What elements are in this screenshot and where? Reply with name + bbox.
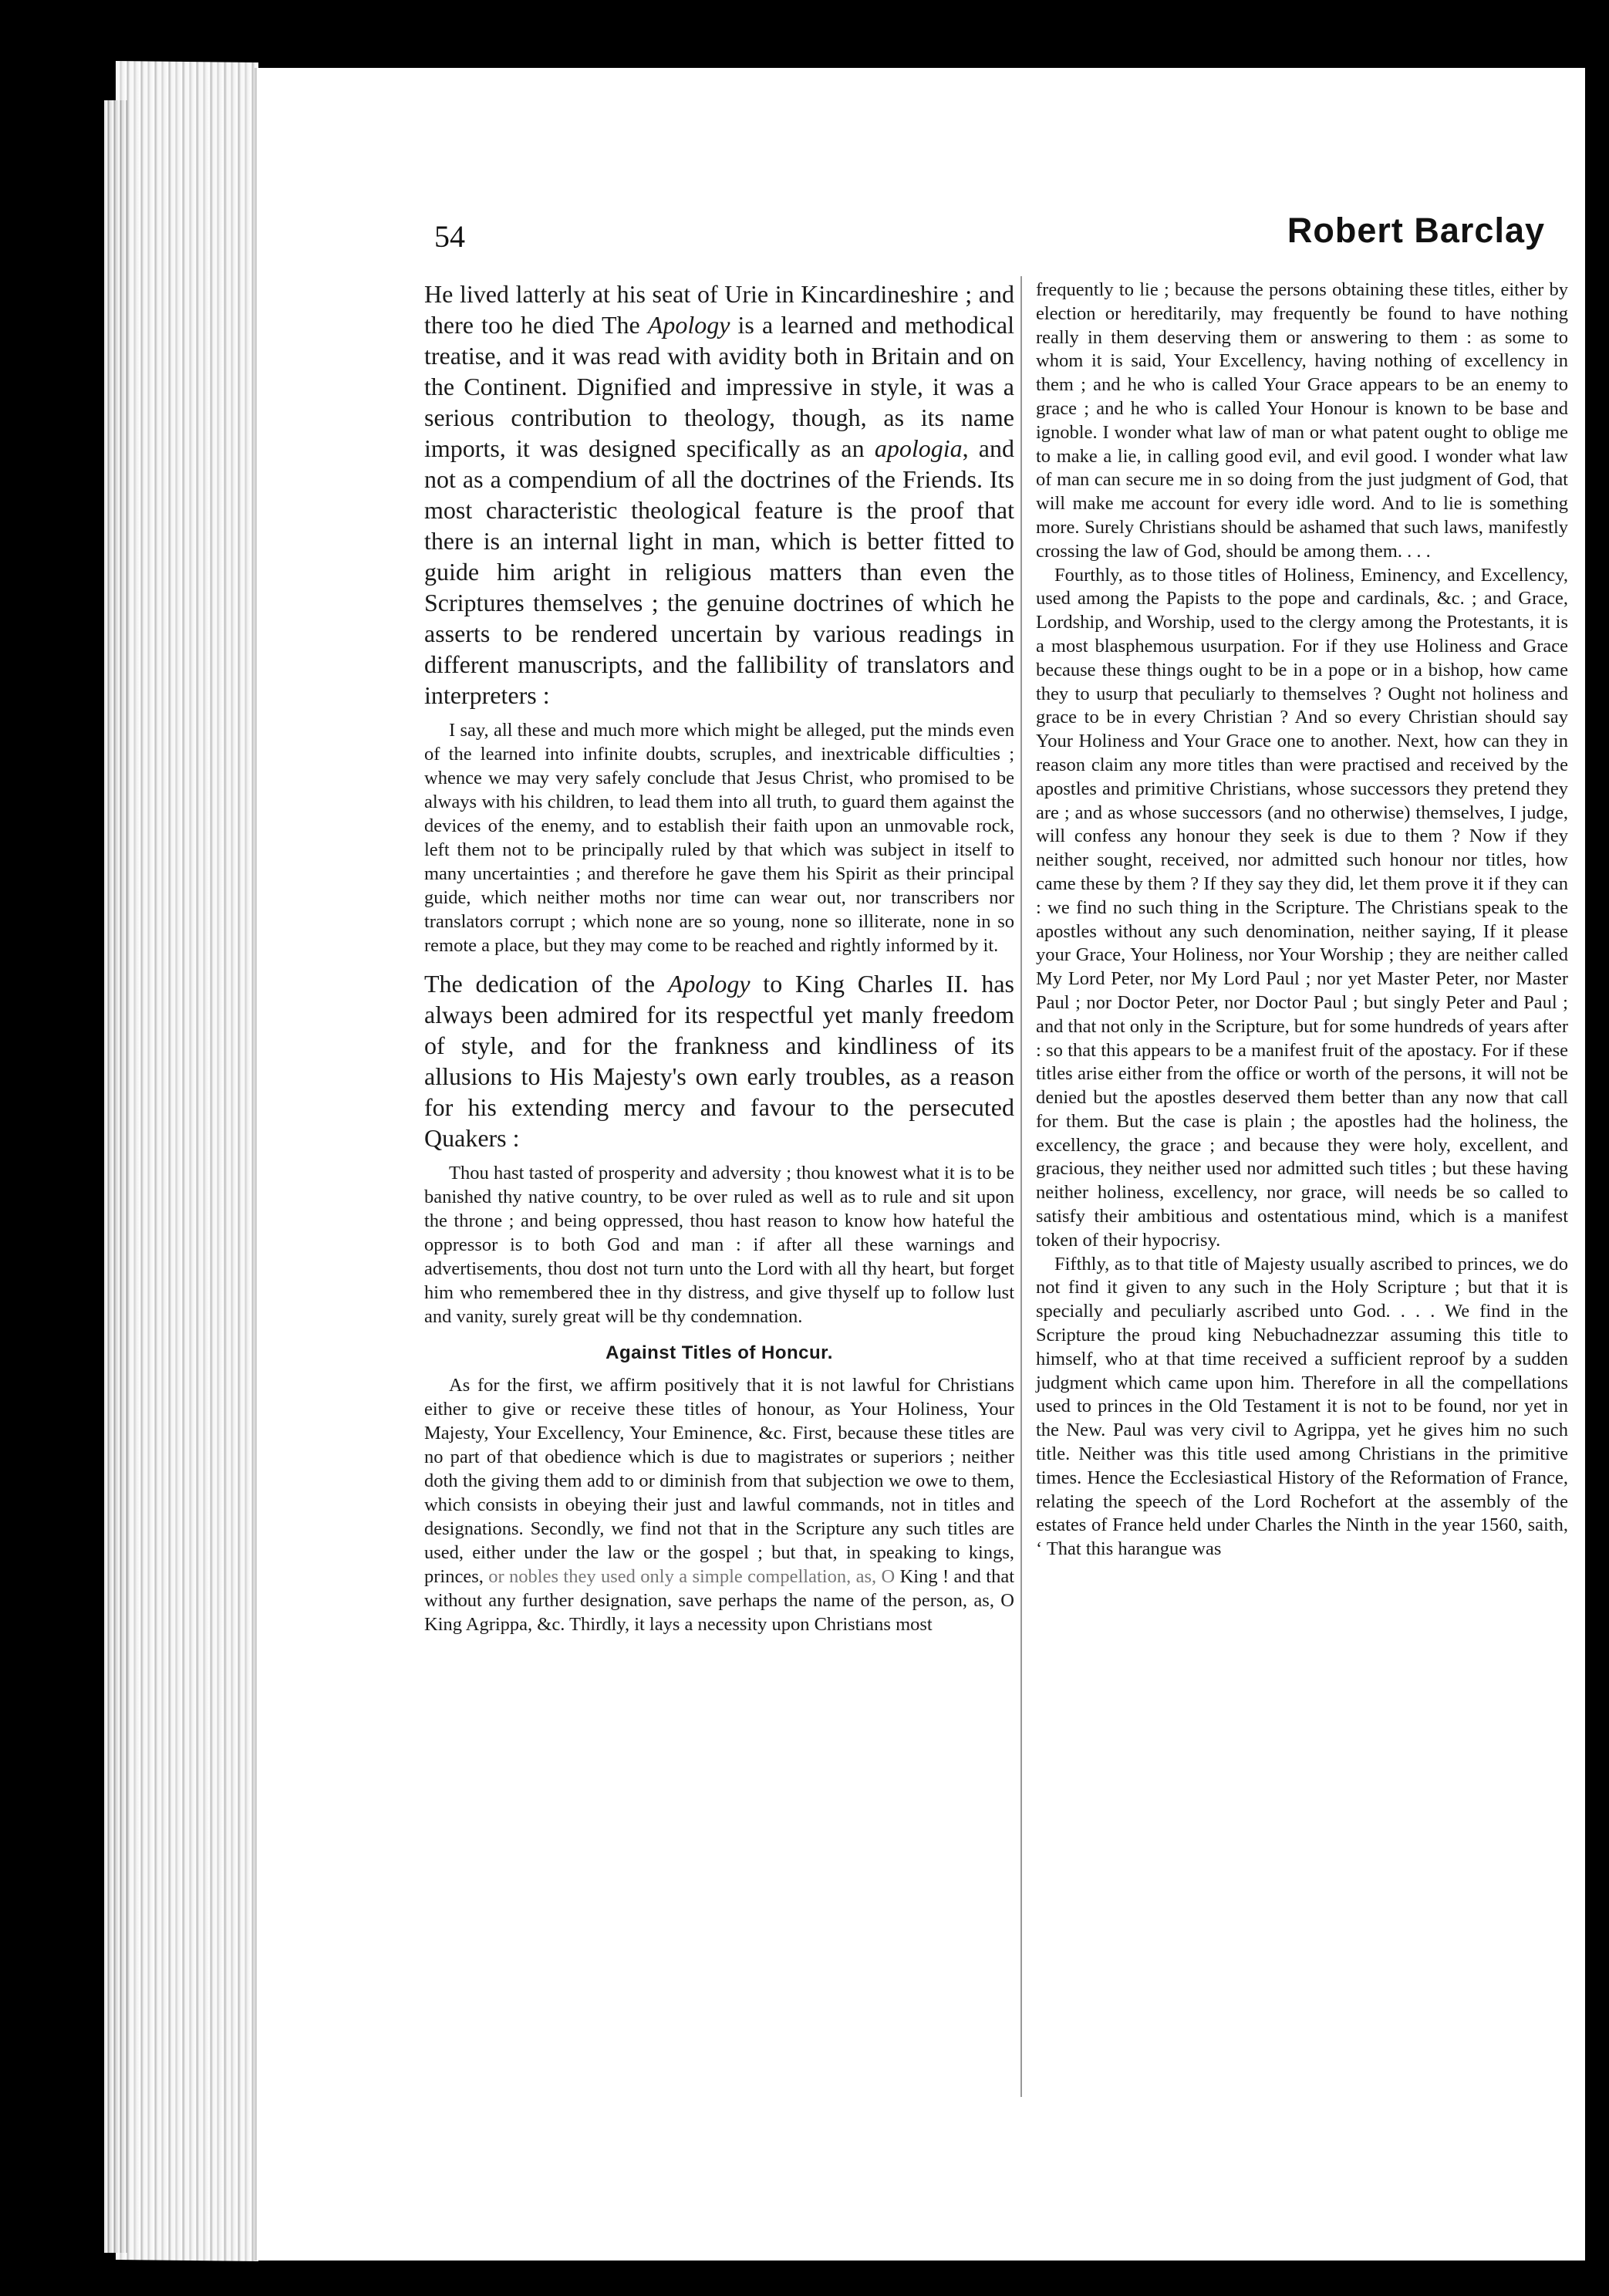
paragraph-fourthly: Fourthly, as to those titles of Holiness, Eminency, and Excellency, used among the Papists to the pope and cardinals, &c. ; and Grace, Lordship, and Worship, used to the clergy among the Protestants, it is a most blasphemous usurpation. For if they use Holiness and Grace because these things ought to be in a pope or in a bishop, how came they to usurp that peculiarly to themselves ? Ought not holiness and grace to be in every Christian ? And so every Christian should say Your Holiness and Your Grace one to another. Next, how can they in reason claim any more titles than were practised and received by the apostles and primitive Christians, whose successors they pretend they are ; and as whose successors (and no otherwise) themselves, I judge, will confess any honour they seek is due to them ? Now if they neither sought, received, nor admitted such honour nor titles, how came these by them ? If they say they did, let them prove it if they can : we find no such thing in the Scripture. The Christians speak to the apostles without any such denomination, neither saying, If it please your Grace, Your Holiness, nor Your Worship ; they are neither called My Lord Peter, nor My Lord Paul ; nor yet Master Peter, nor Master Paul ; nor Doctor Peter, nor Doctor Paul ; but singly Peter and Paul ; and that not only in the Scripture, but for some hundreds of years after : so that this appears to be a manifest fruit of the apostacy. For if these titles arise either from the office or worth of the persons, it will not be denied but the apostles deserved them better than any now that call for them. But the case is plain ; the apostles had the holiness, the excellency, the grace ; and because they were holy, excellent, and gracious, they neither used nor admitted such titles ; but these having neither holiness, excellency, nor grace, will needs be so called to satisfy their ambitious and ostentatious mind, which is a manifest token of their hypocrisy. <box>1036 564 1568 1251</box>
paragraph-urie: He lived latterly at his seat of Urie in Kincardineshire ; and there too he died The Apology is a learned and methodical treatise, and it was read with avidity both in Britain and on the Continent. Dignified and impressive in style, it was a serious contribution to theology, though, as its name imports, it was designed specifically as an apologia, and not as a compendium of all the doctrines of the Friends. Its most characteristic theological feature is the proof that there is an internal light in man, which is better fitted to guide him aright in religious matters than even the Scriptures themselves ; the genuine doctrines of which he asserts to be rendered uncertain by various readings in different manuscripts, and the fallibility of translators and interpreters : <box>424 280 1015 709</box>
page-edges-inner <box>104 100 127 2253</box>
title-apology-2: Apology <box>667 970 751 998</box>
page-number: 54 <box>434 219 465 254</box>
column-divider <box>1020 276 1022 2097</box>
term-apologia: apologia <box>874 434 963 462</box>
left-column <box>424 279 1014 1643</box>
quote-dedication: Thou hast tasted of prosperity and adversity ; thou knowest what it is to be banished thy native country, to be over ruled as well as to rule and sit upon the throne ; and being oppressed, thou hast reason to know how hateful the oppressor is to both God and man : if after all these warnings and advertisements, thou dost not turn unto the Lord with all thy heart, but forget him who remembered thee in thy distress, and give thyself up to follow lust and vanity, surely great will be thy condemnation. <box>424 1163 1014 1327</box>
quote-scripture: I say, all these and much more which might be alleged, put the minds even of the learned into infinite doubts, scruples, and inextricable difficulties ; whence we may very safely conclude that Jesus Christ, who promised to be always with his children, to lead them into all truth, to guard them against the devices of the enemy, and to establish their faith upon an unmovable rock, left them not to be principally ruled by that which was subject in itself to many uncertainties ; and therefore he gave them his Spirit as their principal guide, which neither moths nor time can wear out, nor transcribers nor translators corrupt ; which none are so young, none so illiterate, none in so remote a place, but they may come to be reached and rightly informed by it. <box>424 720 1014 956</box>
right-column <box>1036 279 1568 1562</box>
running-title: Robert Barclay <box>1287 211 1545 250</box>
paragraph-dedication: The dedication of the Apology to King Charles II. has always been admired for its respectful yet manly freedom of style, and for the frankness and kindliness of its allusions to His Majesty's own early troubles, as a reason for his extending mercy and favour to the persecuted Quakers : <box>424 970 1015 1152</box>
page-header <box>434 211 1545 265</box>
section-heading: Against Titles of Honcur. <box>605 1342 833 1363</box>
page-edges <box>116 61 258 2261</box>
paragraph-lie: frequently to lie ; because the persons obtaining these titles, either by election or hereditarily, may frequently be found to have nothing really in them deserving them or answering to them : as some to whom it is said, Your Excellency, having nothing of excellency in them ; and he who is called Your Grace appears to be an enemy to grace ; and he who is called Your Honour is known to be base and ignoble. I wonder what law of man or what patent ought to oblige me to make a lie, in calling good evil, and evil good. I wonder what law of man can secure me in so doing from the just judgment of God, that will make me account for every idle word. And to lie is something more. Surely Christians should be ashamed that such laws, manifestly crossing the law of God, should be among them. . . . <box>1036 279 1568 562</box>
paragraph-fifthly: Fifthly, as to that title of Majesty usually ascribed to princes, we do not find it given to any such in the Holy Scripture ; but that it is specially and peculiarly ascribed unto God. . . . We find in the Scripture the proud king Nebuchadnezzar assuming this title to himself, who at that time received a sufficient reproof by a sudden judgment which came upon him. Therefore in all the compellations used to princes in the Old Testament it is not to be found, nor yet in the New. Paul was very civil to Agrippa, yet he gives him no such title. Neither was this title used among Christians in the primitive times. Hence the Ecclesiastical History of the Reformation of France, relating the speech of the Lord Rochefort at the assembly of the estates of France held under Charles the Ninth in the year 1560, saith, ‘ That this harangue was <box>1036 1253 1568 1560</box>
book-page <box>255 68 1585 2261</box>
title-apology: Apology <box>647 311 730 339</box>
quote-titles-of-honour: As for the first, we affirm positively that it is not lawful for Christians either to give or receive these titles of honour, as Your Holiness, Your Majesty, Your Excellency, Your Eminence, &c. First, because these titles are no part of that obedience which is due to magistrates or superiors ; neither doth the giving them add to or diminish from that subjection we owe to them, which consists in obeying their just and lawful commands, not in titles and designations. Secondly, we find not that in the Scripture any such titles are used, either under the law or the gospel ; but that, in speaking to kings, princes, or nobles they used only a simple compellation, as, O King ! and that without any further designation, save perhaps the name of the person, as, O King Agrippa, &c. Thirdly, it lays a necessity upon Christians most <box>424 1375 1015 1635</box>
